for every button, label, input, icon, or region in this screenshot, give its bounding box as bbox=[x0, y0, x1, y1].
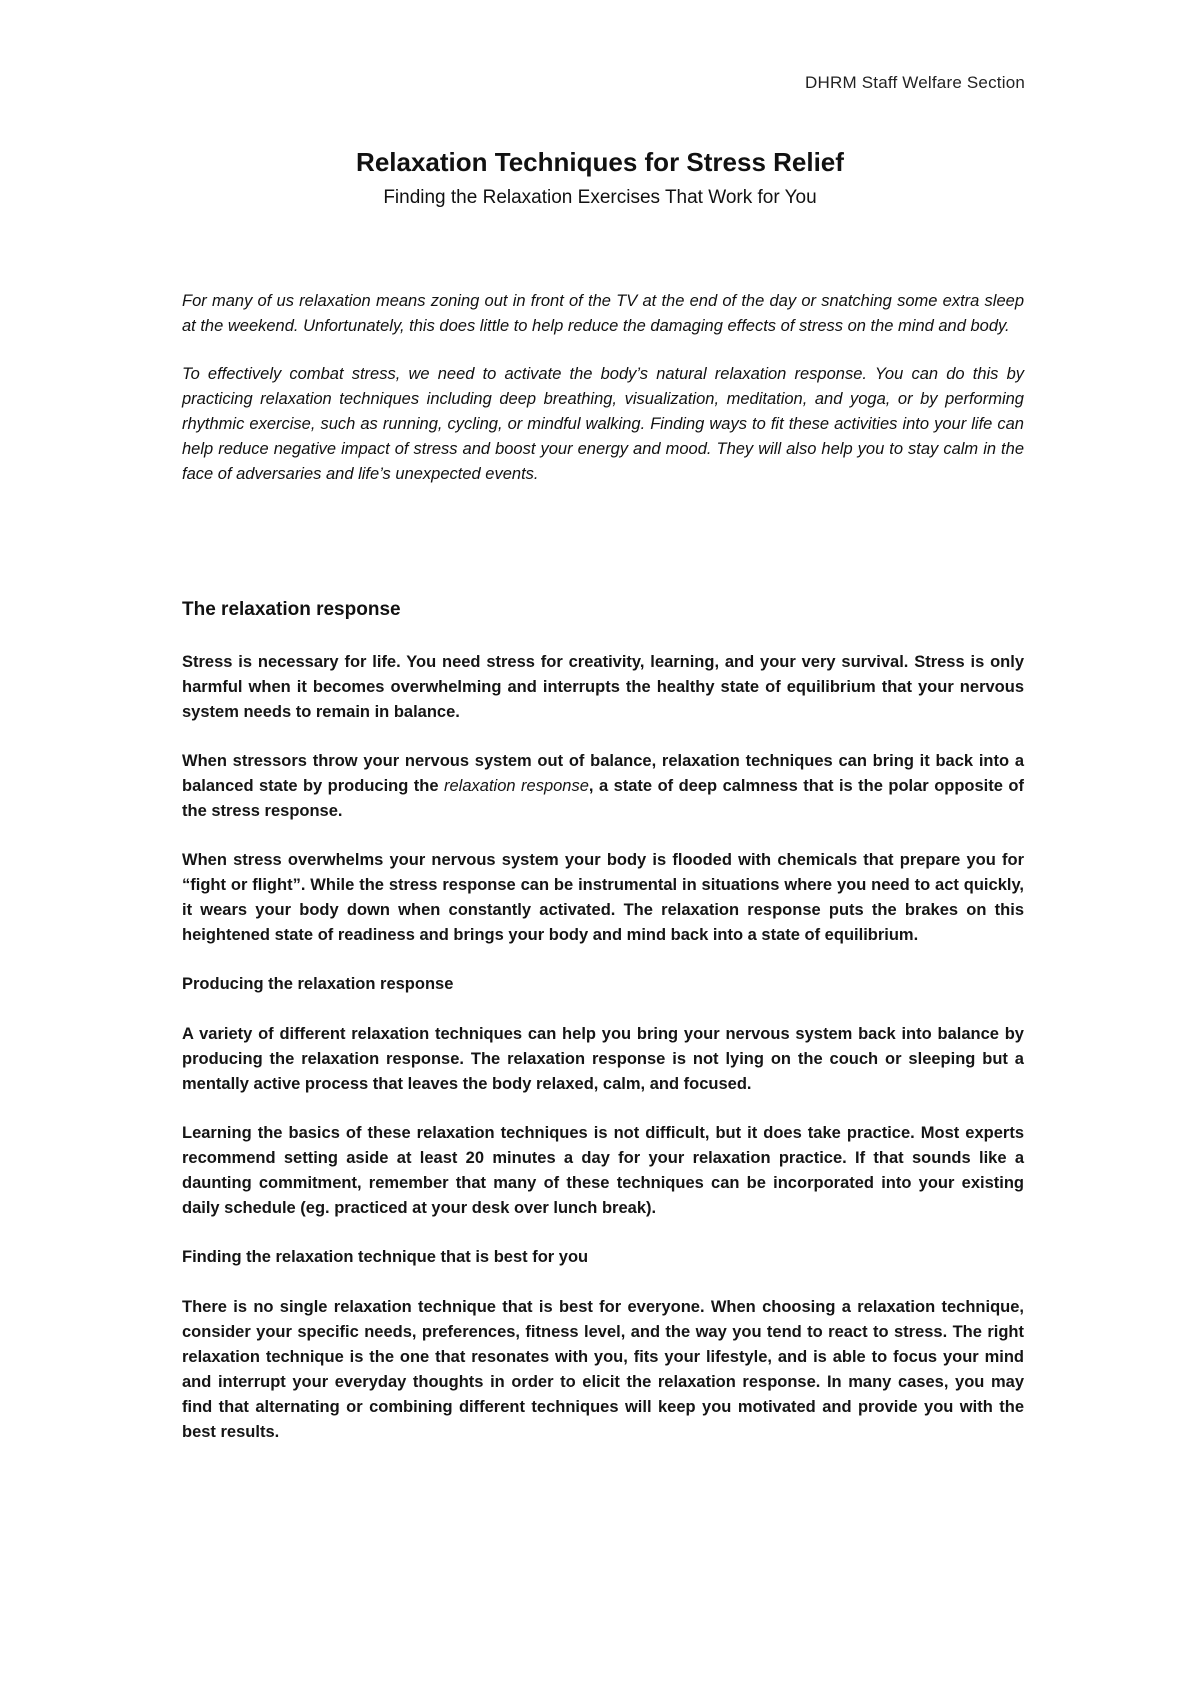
intro-section bbox=[182, 289, 1024, 510]
relaxation-response-emphasis: relaxation response bbox=[444, 777, 589, 795]
body-paragraph-4: A variety of different relaxation techniques can help you bring your nervous system back into balance by producing the relaxation response. The relaxation response is not lying on the couch or sleeping but a mentally active process that leaves the body relaxed, calm, and focused. bbox=[182, 1025, 1024, 1093]
body-paragraph-3: When stress overwhelms your nervous system your body is flooded with chemicals that prepare you for “fight or flight”. While the stress response can be instrumental in situations where you need to act quickly, it wears your body down when constantly activated. The relaxation response puts the brakes on this heightened state of readiness and brings your body and mind back into a state of equilibrium. bbox=[182, 851, 1024, 944]
document-subtitle: Finding the Relaxation Exercises That Work for You bbox=[383, 187, 817, 208]
body-paragraph-1: Stress is necessary for life. You need stress for creativity, learning, and your very survival. Stress is only harmful when it becomes overwhelming and interrupts the healthy state of equilibrium that your nervous system needs to remain in balance. bbox=[182, 653, 1024, 721]
section-heading: The relaxation response bbox=[182, 599, 401, 620]
body-paragraph-6: There is no single relaxation technique that is best for everyone. When choosing a relaxation technique, consider your specific needs, preferences, fitness level, and the way you tend to react to stress. The right relaxation technique is the one that resonates with you, fits your lifestyle, and is able to focus your mind and interrupt your everyday thoughts in order to elicit the relaxation response. In many cases, you may find that alternating or combining different techniques will keep you motivated and provide you with the best results. bbox=[182, 1298, 1024, 1441]
body-paragraph-2-end: , a state of deep calmness that is the polar opposite of the stress response. bbox=[182, 777, 1024, 820]
intro-paragraph-2: To effectively combat stress, we need to activate the body’s natural relaxation response. You can do this by practicing relaxation techniques including deep breathing, visualization, meditation, and yoga, or by performing rhythmic exercise, such as running, cycling, or mindful walking. Finding ways to fit these activities into your life can help reduce negative impact of stress and boost your energy and mood. They will also help you to stay calm in the face of adversaries and life’s unexpected events. bbox=[182, 365, 1024, 483]
intro-paragraph-1: For many of us relaxation means zoning out in front of the TV at the end of the day or snatching some extra sleep at the weekend. Unfortunately, this does little to help reduce the damaging effects of stress on the mind and body. bbox=[182, 292, 1024, 335]
relaxation-response-section bbox=[182, 597, 1024, 1469]
body-paragraph-2-start: When stressors throw your nervous system out of balance, relaxation techniques can bring it back into a balanced state by producing the bbox=[182, 752, 1024, 795]
body-paragraph-2 bbox=[182, 749, 1024, 824]
subheading-finding: Finding the relaxation technique that is best for you bbox=[182, 1248, 589, 1266]
page-header: DHRM Staff Welfare Section bbox=[805, 73, 1025, 92]
body-paragraph-5: Learning the basics of these relaxation techniques is not difficult, but it does take practice. Most experts recommend setting aside at least 20 minutes a day for your relaxation practice. If that sounds like a daunting commitment, remember that many of these techniques can be incorporated into your existing daily schedule (eg. practiced at your desk over lunch break). bbox=[182, 1124, 1024, 1217]
subheading-producing: Producing the relaxation response bbox=[182, 975, 454, 993]
document-title: Relaxation Techniques for Stress Relief bbox=[356, 147, 844, 177]
